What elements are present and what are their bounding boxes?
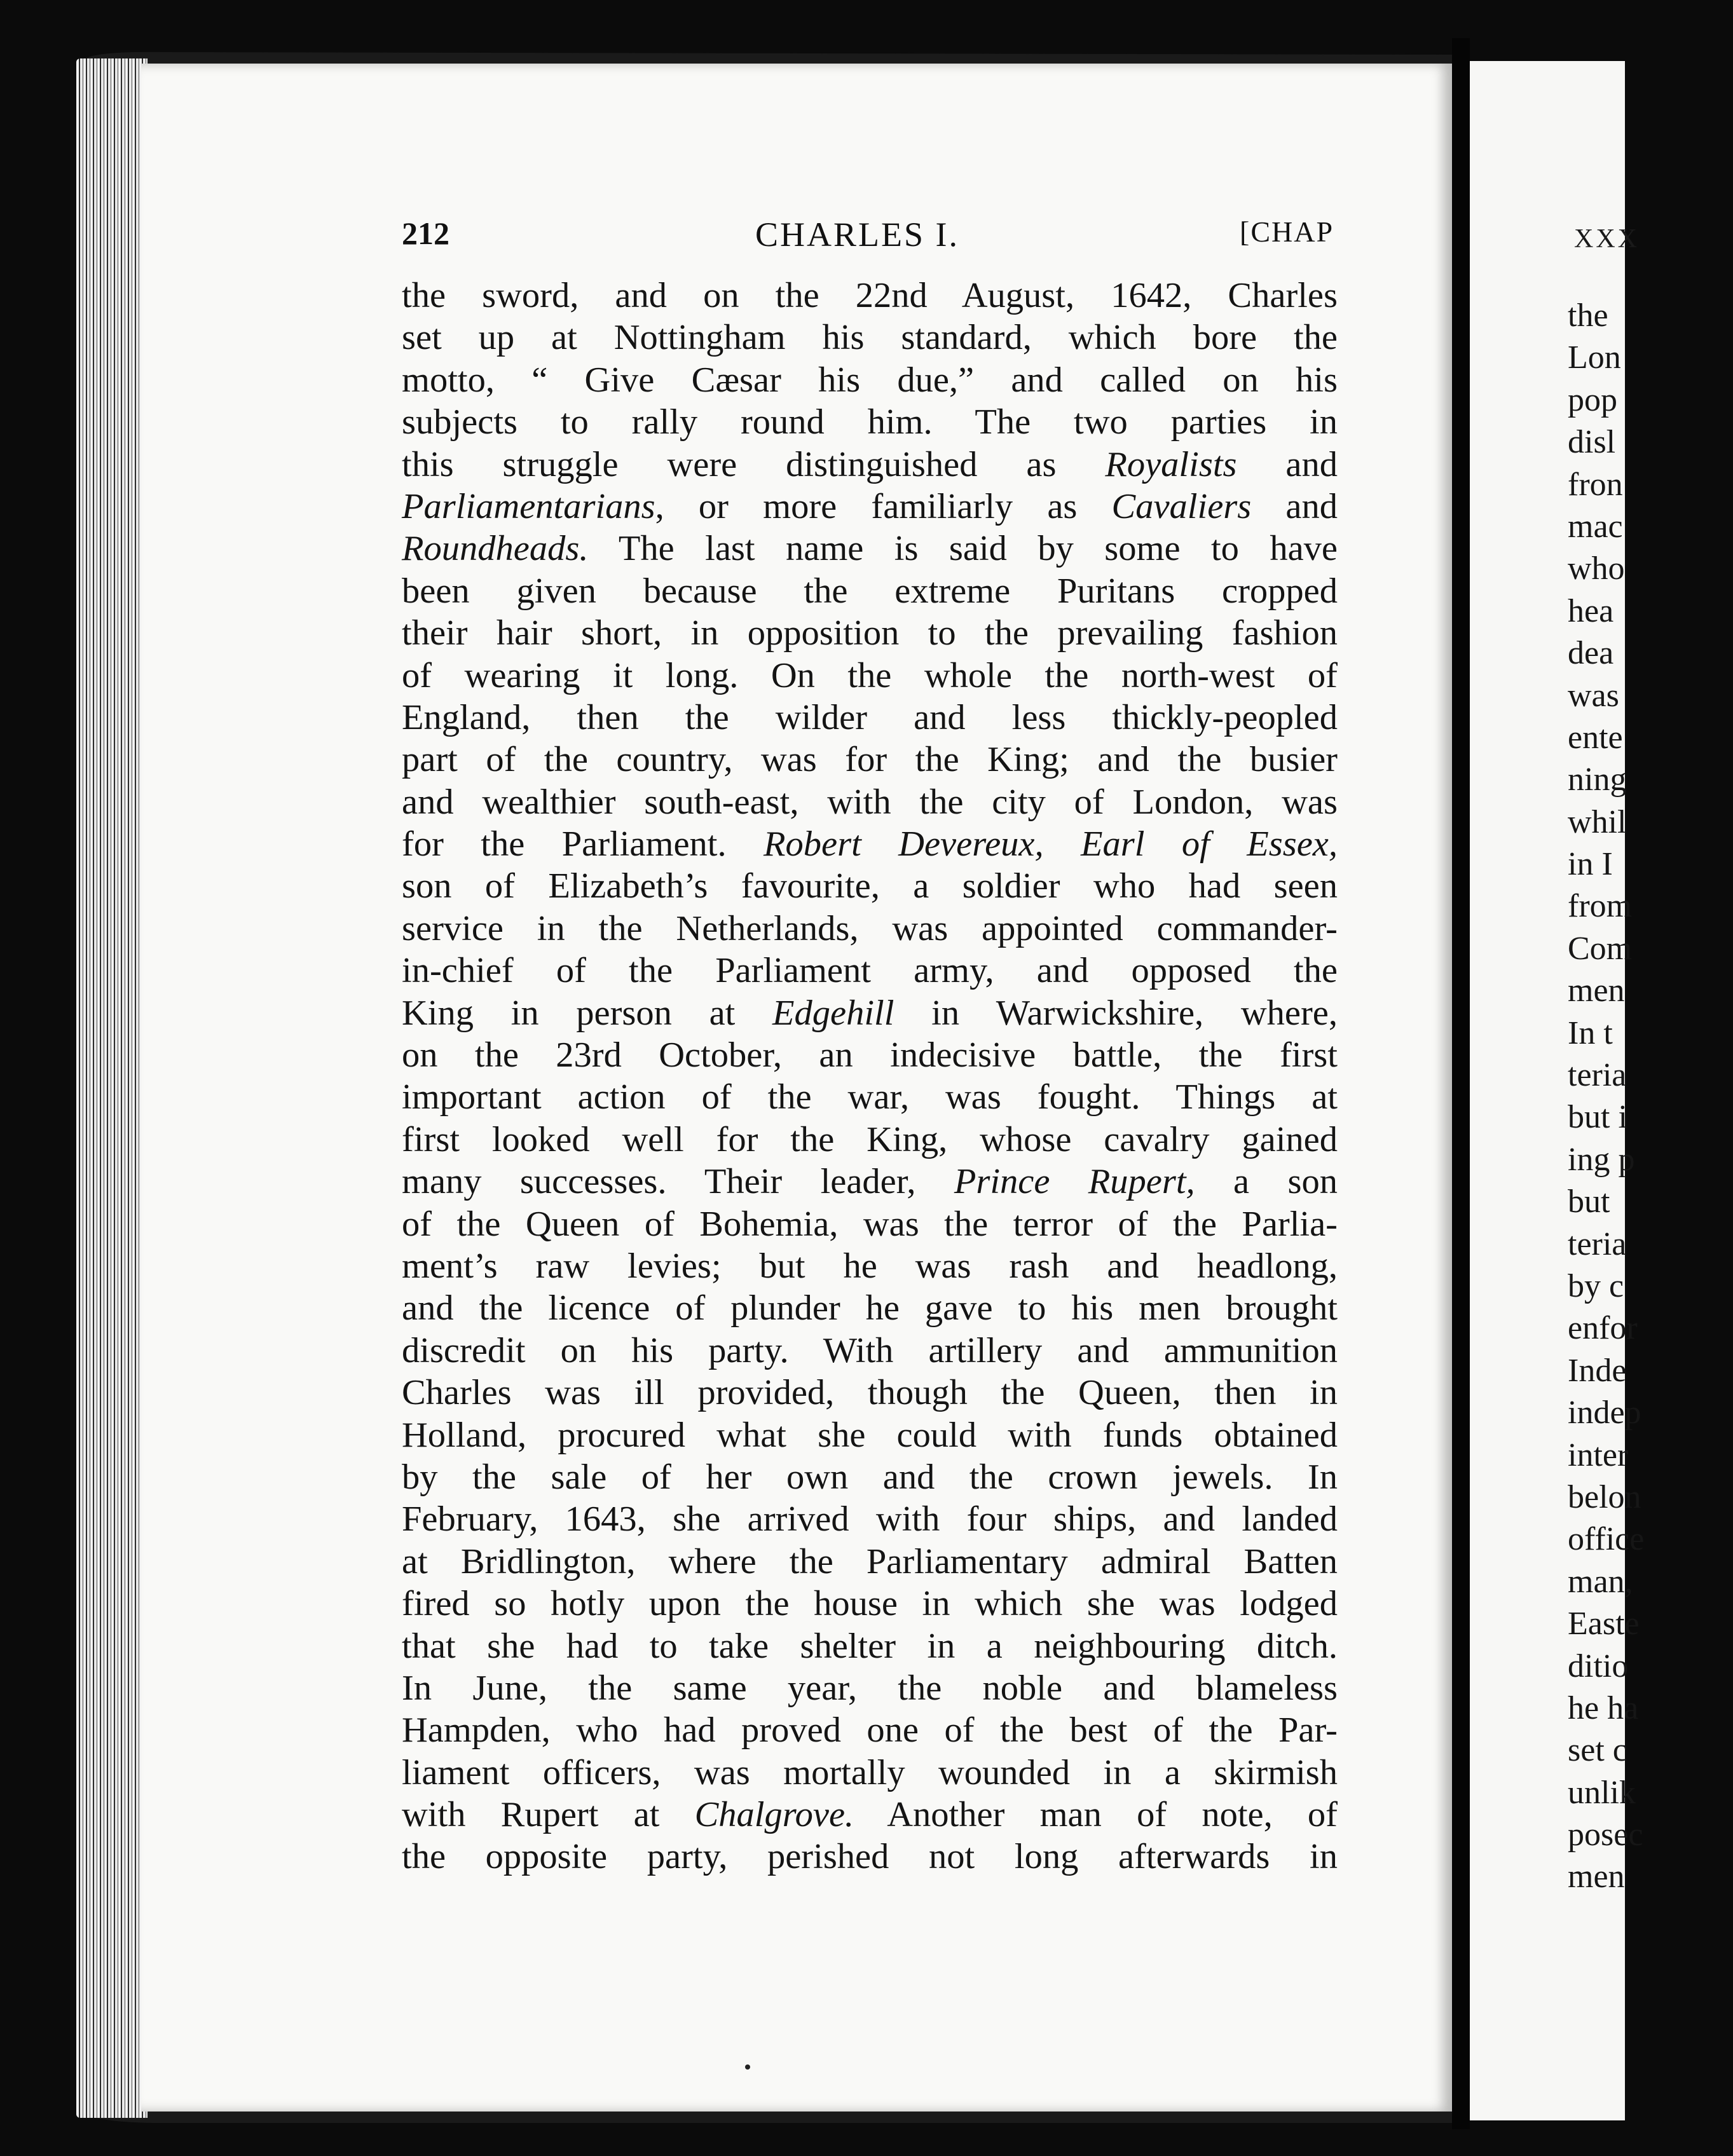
running-header: [0, 215, 1625, 259]
page-speck: [745, 2064, 750, 2070]
facing-page-fragment: belon: [1568, 1478, 1641, 1515]
text-line: February, 1643, she arrived with four ships, and landed: [402, 1499, 1338, 1539]
facing-page-fragment: men: [1568, 1859, 1625, 1895]
text-line: that she had to take shelter in a neighbouring ditch.: [402, 1626, 1338, 1666]
facing-page-fragment: Lon: [1568, 339, 1621, 376]
text-line: been given because the extreme Puritans cropped: [402, 571, 1338, 611]
text-line: In June, the same year, the noble and blameless: [402, 1668, 1338, 1708]
text-line: for the Parliament. Robert Devereux, Earl of Essex,: [402, 824, 1338, 864]
text-line: son of Elizabeth’s favourite, a soldier who had seen: [402, 866, 1338, 906]
text-line: Parliamentarians, or more familiarly as Cavaliers and: [402, 486, 1338, 526]
text-line: motto, “ Give Cæsar his due,” and called on his: [402, 360, 1338, 400]
text-line: Holland, procured what she could with funds obtained: [402, 1415, 1338, 1455]
facing-page-fragment: who: [1568, 550, 1625, 587]
facing-page-fragment: whil: [1568, 803, 1627, 840]
italic-term: Parliamentarians: [402, 486, 655, 526]
facing-page-fragment: teria: [1568, 1057, 1627, 1094]
facing-page-fragment: Inde: [1568, 1352, 1627, 1389]
text-line: the opposite party, perished not long afterwards in: [402, 1837, 1338, 1877]
facing-page-fragment: but: [1568, 1184, 1610, 1220]
text-line: of wearing it long. On the whole the north-west of: [402, 655, 1338, 695]
facing-page-fragment: pop: [1568, 381, 1617, 418]
text-line: of the Queen of Bohemia, was the terror of the Parlia-: [402, 1204, 1338, 1244]
facing-page-fragment: man,: [1568, 1563, 1633, 1600]
facing-page-fragment: indep: [1568, 1395, 1641, 1431]
facing-page-fragment: he ha: [1568, 1689, 1639, 1726]
text-line: and wealthier south-east, with the city of London, was: [402, 782, 1338, 822]
facing-page-fragment: office: [1568, 1521, 1645, 1558]
facing-page-fragment: men: [1568, 972, 1625, 1009]
facing-page-fragment: ente: [1568, 719, 1623, 756]
text-line: ment’s raw levies; but he was rash and headlong,: [402, 1246, 1338, 1286]
text-line: Hampden, who had proved one of the best of the Par-: [402, 1710, 1338, 1750]
facing-page-fragment: but i: [1568, 1099, 1627, 1136]
facing-page-fragment: in I: [1568, 846, 1613, 883]
body-text: [402, 275, 1338, 1878]
book-page-edges: [76, 58, 147, 2118]
facing-page-fragment: was: [1568, 677, 1619, 714]
text-line: in-chief of the Parliament army, and opposed the: [402, 951, 1338, 991]
facing-page-fragment: hea: [1568, 592, 1614, 629]
facing-page-header: XXX: [1574, 224, 1640, 254]
italic-term: Robert Devereux, Earl of Essex,: [764, 824, 1338, 864]
text-line: set up at Nottingham his standard, which bore the: [402, 318, 1338, 358]
facing-page-fragment: teria: [1568, 1225, 1627, 1262]
text-line: part of the country, was for the King; and the busier: [402, 740, 1338, 780]
facing-page-fragment: fron: [1568, 466, 1623, 503]
text-line: by the sale of her own and the crown jewels. In: [402, 1457, 1338, 1497]
text-line: at Bridlington, where the Parliamentary admiral Batten: [402, 1541, 1338, 1581]
facing-page-fragment: mac: [1568, 508, 1623, 545]
italic-term: Chalgrove.: [694, 1795, 854, 1835]
running-title: CHARLES I.: [755, 215, 960, 254]
text-line: subjects to rally round him. The two parties in: [402, 402, 1338, 442]
facing-page-fragment: unlik: [1568, 1774, 1636, 1811]
facing-page-fragment: enfor: [1568, 1310, 1638, 1347]
facing-page-fragment: ning: [1568, 761, 1627, 798]
text-line: and the licence of plunder he gave to his men brought: [402, 1288, 1338, 1328]
text-line: Roundheads. The last name is said by some to have: [402, 529, 1338, 569]
text-line: their hair short, in opposition to the prevailing fashion: [402, 613, 1338, 653]
text-line: service in the Netherlands, was appointed commander-: [402, 908, 1338, 948]
text-line: the sword, and on the 22nd August, 1642, Charles: [402, 276, 1338, 315]
facing-page-fragment: In t: [1568, 1014, 1613, 1051]
text-line: on the 23rd October, an indecisive battle, the first: [402, 1035, 1338, 1075]
text-line: Charles was ill provided, though the Queen, then in: [402, 1373, 1338, 1413]
facing-page-fragment: disl: [1568, 424, 1616, 461]
italic-term: Roundheads.: [402, 529, 589, 569]
text-line: important action of the war, was fought. Things at: [402, 1077, 1338, 1117]
facing-page-text: [1568, 295, 1733, 1899]
facing-page-fragment: ing p: [1568, 1141, 1635, 1178]
text-line: this struggle were distinguished as Royalists and: [402, 444, 1338, 484]
text-line: with Rupert at Chalgrove. Another man of note, of: [402, 1795, 1338, 1835]
text-line: many successes. Their leader, Prince Rupert, a son: [402, 1162, 1338, 1202]
facing-page-fragment: posec: [1568, 1817, 1643, 1853]
italic-term: Cavaliers: [1111, 486, 1252, 526]
page-number: 212: [402, 215, 449, 251]
chapter-marker: [CHAP: [1240, 215, 1334, 248]
facing-page-fragment: by c: [1568, 1267, 1624, 1304]
text-line: first looked well for the King, whose cavalry gained: [402, 1119, 1338, 1159]
facing-page-fragment: ditio: [1568, 1648, 1629, 1684]
italic-term: Prince Rupert,: [954, 1162, 1195, 1202]
facing-page-fragment: dea: [1568, 635, 1614, 672]
text-line: England, then the wilder and less thickly-peopled: [402, 697, 1338, 737]
italic-term: Edgehill: [772, 993, 894, 1033]
italic-term: Royalists: [1105, 444, 1237, 484]
book-gutter: [1452, 38, 1470, 2129]
text-line: discredit on his party. With artillery and ammunition: [402, 1330, 1338, 1370]
facing-page-fragment: from: [1568, 888, 1633, 925]
facing-page-fragment: Easte: [1568, 1606, 1640, 1642]
facing-page-fragment: inter: [1568, 1436, 1629, 1473]
facing-page-fragment: set c: [1568, 1732, 1627, 1769]
text-line: liament officers, was mortally wounded in a skirmish: [402, 1752, 1338, 1792]
facing-page-fragment: Com: [1568, 930, 1633, 967]
text-line: King in person at Edgehill in Warwickshire, where,: [402, 993, 1338, 1033]
facing-page-fragment: the: [1568, 297, 1608, 334]
text-line: fired so hotly upon the house in which she was lodged: [402, 1584, 1338, 1624]
